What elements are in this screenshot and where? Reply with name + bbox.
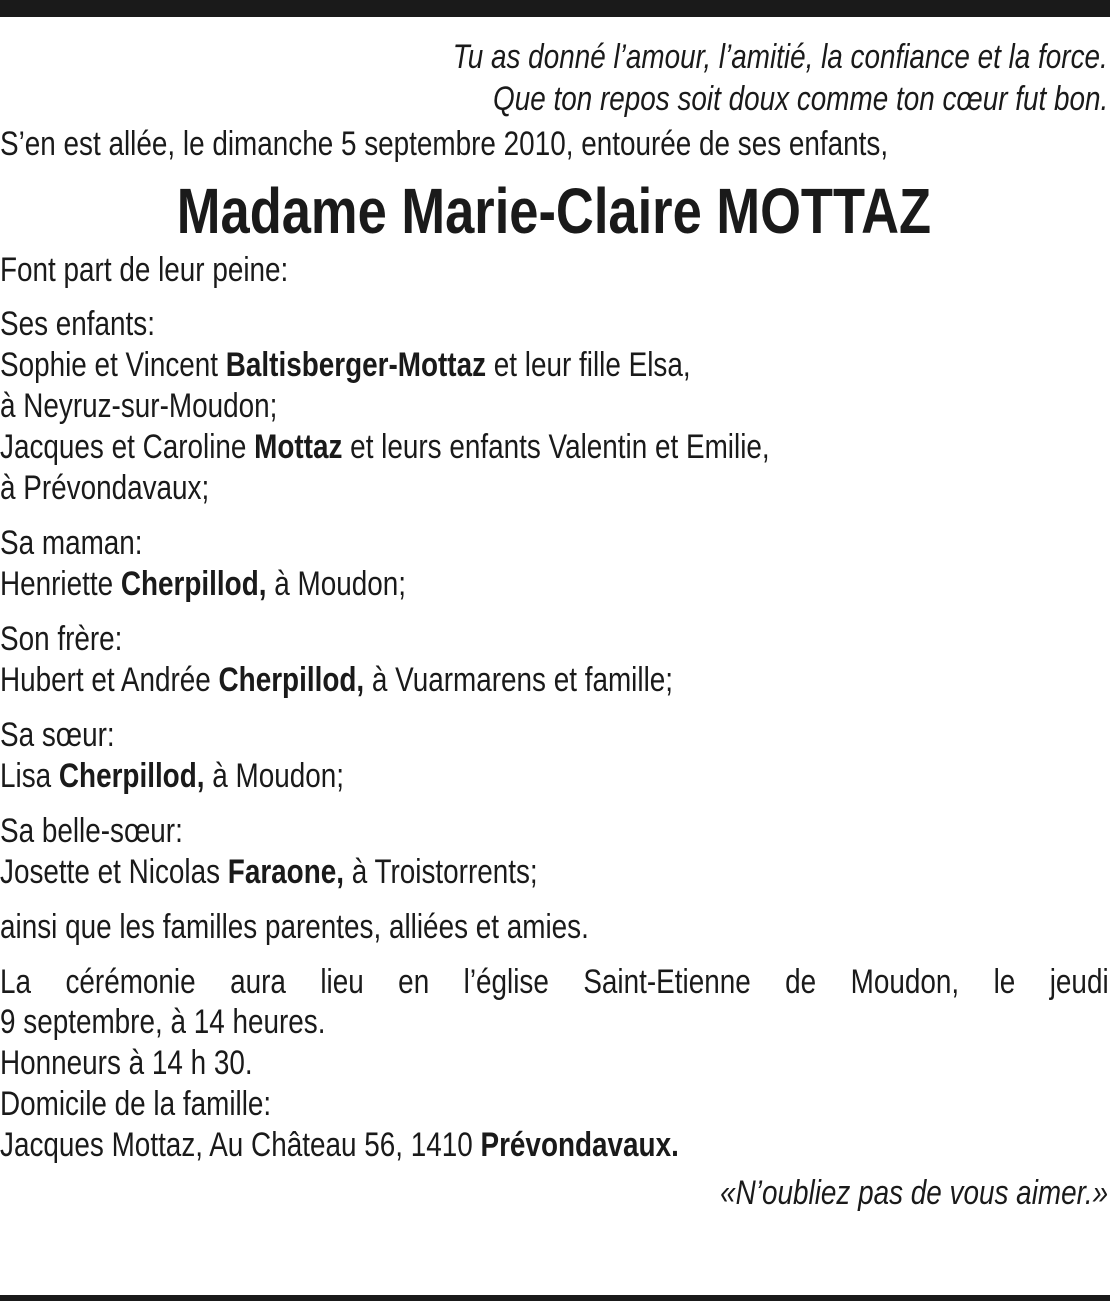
child-2-given-names: Jacques et Caroline [0,428,255,466]
relatives-text: ainsi que les familles parentes, alliées et amies. [0,908,589,946]
sister-in-law-given-names: Josette et Nicolas [0,853,228,891]
brother-surname: Cherpillod, [218,661,365,699]
children-heading: Ses enfants: [0,305,155,343]
ceremony-section [0,962,1108,1166]
sister-place: à Moudon; [204,757,345,795]
ceremony-line-1: La cérémonie aura lieu en l’église Saint-Etienne de Moudon, le jeudi [0,963,1109,1001]
epigraph-line-1: Tu as donné l’amour, l’amitié, la confiance et la force. [452,38,1108,76]
obituary-notice [0,36,1108,1214]
children-section [0,304,1108,509]
sister-in-law-section [0,811,1108,893]
bottom-border-rule [0,1295,1110,1301]
epigraph [0,36,1108,120]
deceased-name: Madame Marie-Claire MOTTAZ [176,175,932,247]
sister-section [0,715,1108,797]
sister-heading: Sa sœur: [0,716,115,754]
mother-entry [0,564,406,605]
brother-section [0,619,1108,701]
sister-entry [0,756,344,797]
mother-heading: Sa maman: [0,524,143,562]
domicile-heading: Domicile de la famille: [0,1085,272,1123]
sister-given-name: Lisa [0,757,59,795]
family-address [0,1125,679,1166]
child-2-surname: Mottaz [254,428,343,466]
child-1-place: à Neyruz-sur-Moudon; [0,387,278,425]
mother-given-name: Henriette [0,565,121,603]
ceremony-line-2: 9 septembre, à 14 heures. [0,1003,326,1041]
brother-given-names: Hubert et Andrée [0,661,219,699]
closing-quote: «N’oubliez pas de vous aimer.» [720,1174,1108,1212]
mother-section [0,523,1108,605]
top-border-rule [0,0,1110,17]
child-1-details: et leur fille Elsa, [486,346,691,384]
epigraph-line-2: Que ton repos soit doux comme ton cœur fut bon. [492,80,1108,118]
honours-text: Honneurs à 14 h 30. [0,1044,253,1082]
child-2-details: et leurs enfants Valentin et Emilie, [342,428,770,466]
mother-surname: Cherpillod, [120,565,267,603]
brother-heading: Son frère: [0,620,123,658]
child-2-place: à Prévondavaux; [0,469,210,507]
sister-in-law-entry [0,852,538,893]
address-street: Jacques Mottaz, Au Château 56, 1410 [0,1126,481,1164]
sister-surname: Cherpillod, [58,757,205,795]
announcement-text: Font part de leur peine: [0,251,289,289]
brother-place: à Vuarmarens et famille; [364,661,674,699]
child-1-given-names: Sophie et Vincent [0,346,226,384]
sister-in-law-place: à Troistorrents; [344,853,538,891]
address-town: Prévondavaux. [480,1126,679,1164]
child-1-surname: Baltisberger-Mottaz [225,346,487,384]
brother-entry [0,660,673,701]
child-entry-2 [0,427,770,468]
mother-place: à Moudon; [266,565,406,603]
sister-in-law-surname: Faraone, [227,853,345,891]
sister-in-law-heading: Sa belle-sœur: [0,812,183,850]
intro-text: S’en est allée, le dimanche 5 septembre 2010, entourée de ses enfants, [0,125,889,163]
child-entry-1 [0,345,691,386]
